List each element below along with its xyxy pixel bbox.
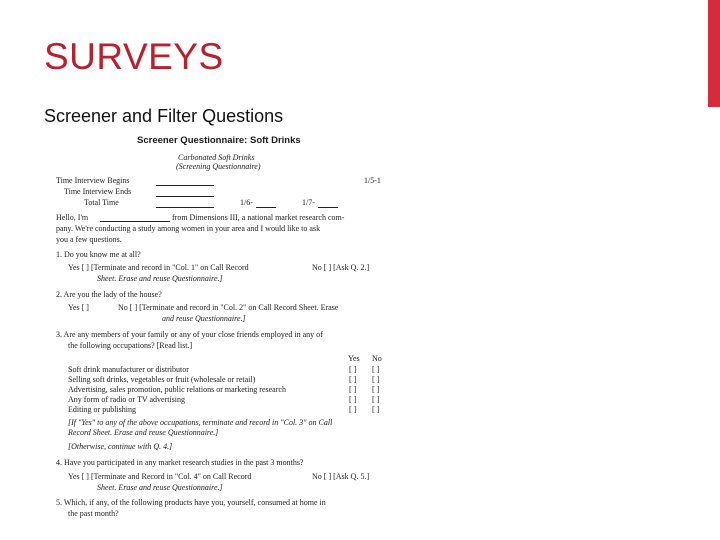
questionnaire-scan xyxy=(54,134,388,524)
occupation-yes-box: [ ] xyxy=(349,375,357,384)
q4-yes-option: Yes [ ] [Terminate and Record in "Col. 4" on Call Record xyxy=(68,472,252,481)
code-1-7: 1/7- xyxy=(302,198,315,207)
slide-subtitle: Screener and Filter Questions xyxy=(44,106,284,126)
questionnaire-heading: Screener Questionnaire: Soft Drinks xyxy=(137,135,301,146)
occupation-yes-box: [ ] xyxy=(349,365,357,374)
occupation-no-box: [ ] xyxy=(372,395,380,404)
q3-note-3: [Otherwise, continue with Q. 4.] xyxy=(68,442,173,451)
q2-no-instruction: and reuse Questionnaire.] xyxy=(162,314,246,323)
col-yes-header: Yes xyxy=(348,354,360,363)
time-ends-label: Time Interview Ends xyxy=(64,187,132,196)
q1-no-option: No [ ] [Ask Q. 2.] xyxy=(312,263,370,272)
q1-yes-option: Yes [ ] [Terminate and record in "Col. 1" on Call Record xyxy=(68,263,249,272)
question-1: 1. Do you know me at all? xyxy=(56,250,141,259)
code-1-7-blank xyxy=(318,207,338,208)
q2-no-option: No [ ] [Terminate and record in "Col. 2" on Call Record Sheet. Erase xyxy=(118,303,339,312)
occupation-no-box: [ ] xyxy=(372,405,380,414)
occupation-row-label: Any form of radio or TV advertising xyxy=(68,395,186,404)
q4-no-option: No [ ] [Ask Q. 5.] xyxy=(312,472,370,481)
code-1-5: 1/5-1 xyxy=(364,176,381,185)
time-ends-blank xyxy=(156,196,214,197)
q3-note-1: [If "Yes" to any of the above occupations, terminate and record in "Col. 3" on Call xyxy=(68,418,333,427)
occupation-row-label: Advertising, sales promotion, public relations or marketing research xyxy=(68,385,286,394)
question-2: 2. Are you the lady of the house? xyxy=(56,290,162,299)
intro-line-1a: Hello, I'm xyxy=(56,213,89,222)
intro-line-3: you a few questions. xyxy=(56,235,122,244)
accent-bar xyxy=(708,0,720,107)
question-3-line-2: the following occupations? [Read list.] xyxy=(68,341,193,350)
occupation-row-label: Selling soft drinks, vegetables or fruit (wholesale or retail) xyxy=(68,375,256,384)
q1-yes-instruction: Sheet. Erase and reuse Questionnaire.] xyxy=(97,274,223,283)
question-5-line-2: the past month? xyxy=(68,509,119,518)
occupation-yes-box: [ ] xyxy=(349,395,357,404)
slide-title: SURVEYS xyxy=(44,36,224,77)
occupation-yes-box: [ ] xyxy=(349,385,357,394)
occupation-no-box: [ ] xyxy=(372,365,380,374)
occupation-row-label: Editing or publishing xyxy=(68,405,136,414)
code-1-6-blank xyxy=(256,207,276,208)
intro-line-2: pany. We're conducting a study among women in your area and I would like to ask xyxy=(56,224,321,233)
q4-yes-instruction: Sheet. Erase and reuse Questionnaire.] xyxy=(97,483,223,492)
question-4: 4. Have you participated in any market research studies in the past 3 months? xyxy=(56,458,304,467)
total-time-blank xyxy=(156,207,214,208)
occupation-no-box: [ ] xyxy=(372,385,380,394)
col-no-header: No xyxy=(372,354,382,363)
questionnaire-subhead: Carbonated Soft Drinks xyxy=(178,153,255,162)
interviewer-name-blank xyxy=(100,221,170,222)
occupation-row-label: Soft drink manufacturer or distributor xyxy=(68,365,189,374)
time-begins-label: Time Interview Begins xyxy=(56,176,130,185)
q2-yes-option: Yes [ ] xyxy=(68,303,89,312)
question-5-line-1: 5. Which, if any, of the following products have you, yourself, consumed at home in xyxy=(56,498,326,507)
question-3-line-1: 3. Are any members of your family or any of your close friends employed in any of xyxy=(56,330,323,339)
occupation-no-box: [ ] xyxy=(372,375,380,384)
time-begins-blank xyxy=(156,185,214,186)
occupation-yes-box: [ ] xyxy=(349,405,357,414)
intro-line-1b: from Dimensions III, a national market research com- xyxy=(172,213,345,222)
q3-note-2: Record Sheet. Erase and reuse Questionnaire.] xyxy=(68,428,219,437)
total-time-label: Total Time xyxy=(84,198,119,207)
questionnaire-subhead-2: (Screening Questionnaire) xyxy=(176,162,261,171)
code-1-6: 1/6- xyxy=(240,198,253,207)
